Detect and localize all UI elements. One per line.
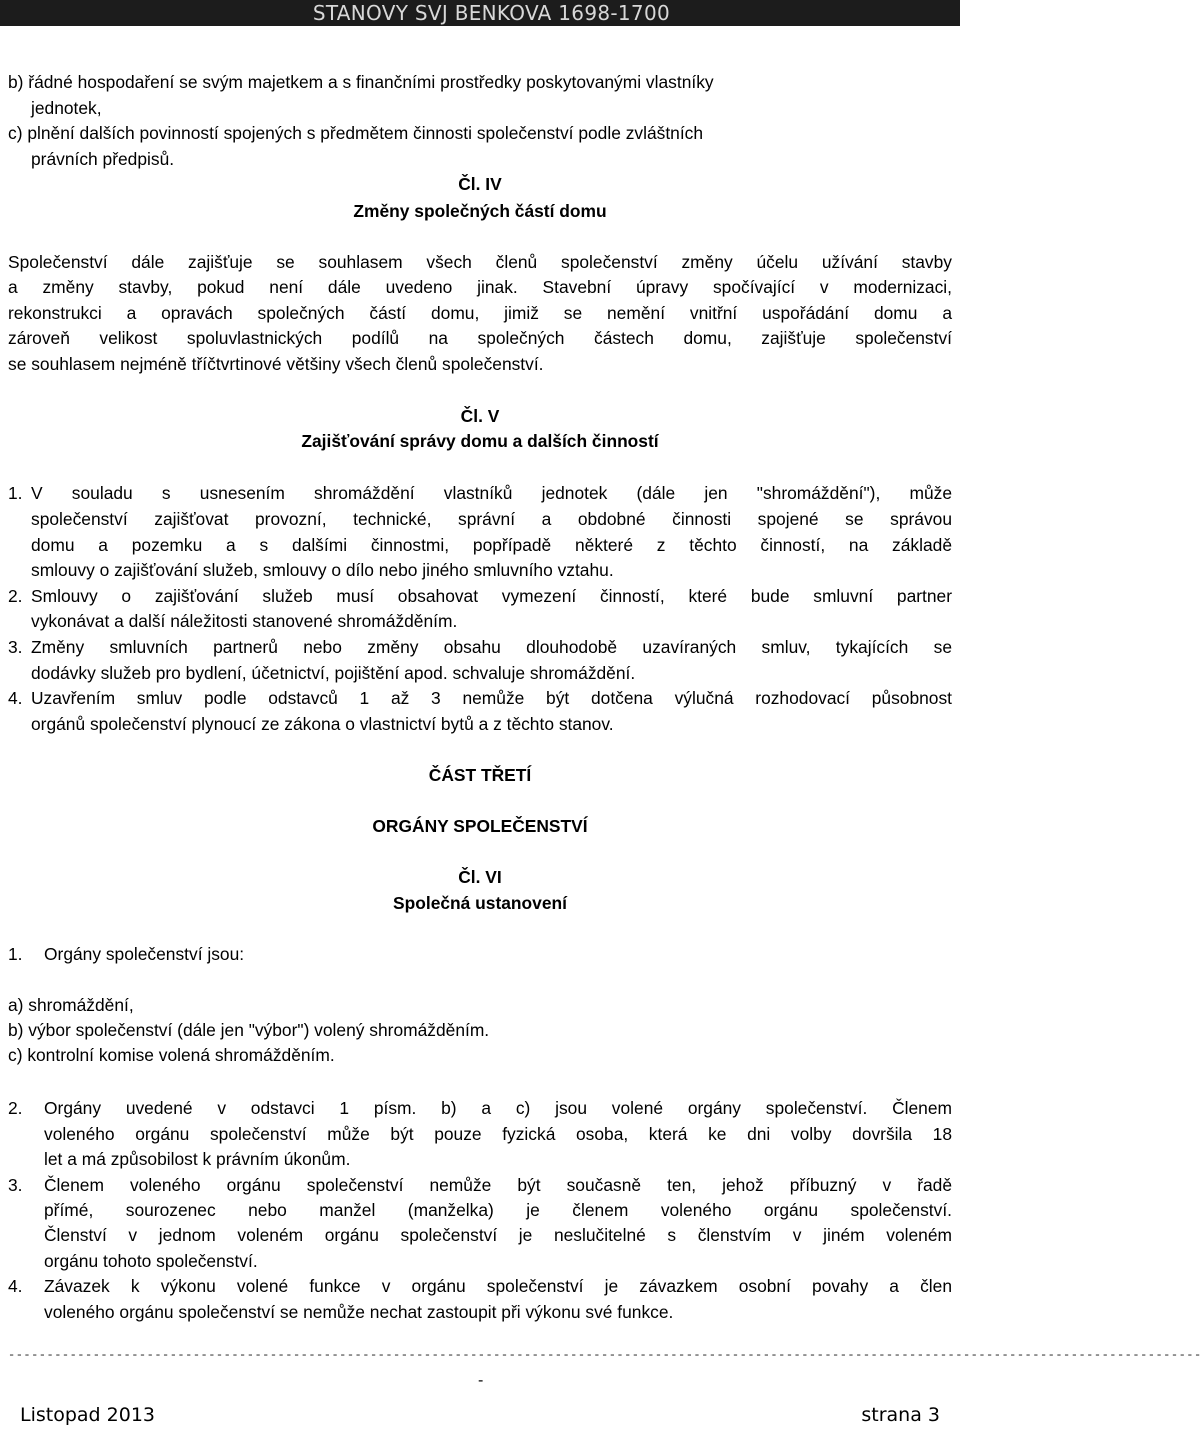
article-6-item-3-line: orgánu tohoto společenství. (44, 1251, 258, 1271)
article-6-item-4-line: voleného orgánu společenství se nemůže nechat zastoupit při výkonu své funkce. (44, 1302, 674, 1322)
article-6-item-4-line: Závazek k výkonu volené funkce v orgánu společenství je závazkem osobní povahy a člen (44, 1276, 952, 1296)
article-5-number: Čl. V (460, 406, 500, 426)
article-4-line: se souhlasem nejméně tříčtvrtinové většiny všech členů společenství. (8, 354, 544, 374)
list-item-c-line2: právních předpisů. (31, 149, 175, 169)
footer-separator: ----------------------------------------------------------------------------------------------------------------------------------------------------------- (8, 1348, 1202, 1362)
article-5-item-3-line: dodávky služeb pro bydlení, účetnictví, pojištění apod. schvaluje shromáždění. (31, 663, 636, 683)
article-5-item-1-line: V souladu s usnesením shromáždění vlastníků jednotek (dále jen "shromáždění"), může (31, 483, 952, 503)
list-item-c-line1: c) plnění dalších povinností spojených s předmětem činnosti společenství podle zvláštních (8, 123, 704, 143)
article-4-line: zároveň velikost spoluvlastnických podílů na společných částech domu, zajišťuje společenství (8, 328, 952, 348)
article-5-item-4-line: Uzavřením smluv podle odstavců 1 až 3 nemůže být dotčena výlučná rozhodovací působnost (31, 688, 952, 708)
article-6-number: Čl. VI (458, 867, 502, 887)
article-4-title: Změny společných částí domu (353, 201, 607, 221)
page-header-bar (0, 0, 960, 26)
article-6-item-3-line: Členem voleného orgánu společenství nemůže být současně ten, jehož příbuzný v řadě (44, 1175, 952, 1195)
list-item-b-line2: jednotek, (31, 98, 102, 118)
item-number: 2. (8, 586, 23, 606)
article-6-title: Společná ustanovení (393, 893, 567, 913)
article-5-title: Zajišťování správy domu a dalších činností (301, 431, 659, 451)
article-5-item-2-line: vykonávat a další náležitosti stanovené shromážděním. (31, 611, 458, 631)
item-number: 1. (8, 483, 23, 503)
sub-item: c) kontrolní komise volená shromážděním. (8, 1045, 335, 1065)
article-6-item-2-line: Orgány uvedené v odstavci 1 písm. b) a c) jsou volené orgány společenství. Členem (44, 1098, 952, 1118)
part-3-subheading: ORGÁNY SPOLEČENSTVÍ (372, 816, 588, 836)
article-6-item-3-line: přímé, sourozenec nebo manžel (manželka) je členem voleného orgánu společenství. (44, 1200, 952, 1220)
article-5-item-1-line: smlouvy o zajišťování služeb, smlouvy o dílo nebo jiného smluvního vztahu. (31, 560, 614, 580)
item-number: 2. (8, 1098, 23, 1118)
list-item-b-line1: b) řádné hospodaření se svým majetkem a s finančními prostředky poskytovanými vlastníky (8, 72, 714, 92)
part-3-heading: ČÁST TŘETÍ (428, 765, 532, 785)
article-4-number: Čl. IV (458, 174, 502, 194)
sub-item: a) shromáždění, (8, 995, 134, 1015)
item-number: 3. (8, 637, 23, 657)
article-6-item-2-line: let a má způsobilost k právním úkonům. (44, 1149, 351, 1169)
item-number: 4. (8, 688, 23, 708)
article-4-line: a změny stavby, pokud není dále uvedeno jinak. Stavební úpravy spočívající v modernizaci, (8, 277, 952, 297)
sub-item: b) výbor společenství (dále jen "výbor") volený shromážděním. (8, 1020, 490, 1040)
article-4-line: rekonstrukci a opravách společných částí domu, jimiž se nemění vnitřní uspořádání domu a (8, 303, 952, 323)
footer-separator-tail: - (478, 1372, 484, 1389)
article-4-line: Společenství dále zajišťuje se souhlasem všech členů společenství změny účelu užívání stavby (8, 252, 952, 272)
article-6-item-3-line: Členství v jednom voleném orgánu společenství je neslučitelné s členstvím v jiném voleném (44, 1225, 952, 1245)
article-5-item-1-line: společenství zajišťovat provozní, technické, správní a obdobné činnosti spojené se správou (31, 509, 952, 529)
article-6-item-1-text: Orgány společenství jsou: (44, 944, 245, 964)
page-header-title: STANOVY SVJ BENKOVA 1698-1700 (312, 1, 670, 25)
footer-date: Listopad 2013 (20, 1404, 155, 1426)
article-5-item-2-line: Smlouvy o zajišťování služeb musí obsahovat vymezení činností, které bude smluvní partner (31, 586, 952, 606)
footer-page-number: strana 3 (861, 1404, 940, 1426)
item-number: 3. (8, 1175, 23, 1195)
article-5-item-4-line: orgánů společenství plynoucí ze zákona o vlastnictví bytů a z těchto stanov. (31, 714, 614, 734)
article-5-item-1-line: domu a pozemku a s dalšími činnostmi, popřípadě některé z těchto činností, na základě (31, 535, 952, 555)
item-number: 1. (8, 944, 23, 964)
article-6-item-2-line: voleného orgánu společenství může být pouze fyzická osoba, která ke dni volby dovršila 18 (44, 1124, 952, 1144)
article-5-item-3-line: Změny smluvních partnerů nebo změny obsahu dlouhodobě uzavíraných smluv, tykajících se (31, 637, 952, 657)
item-number: 4. (8, 1276, 23, 1296)
